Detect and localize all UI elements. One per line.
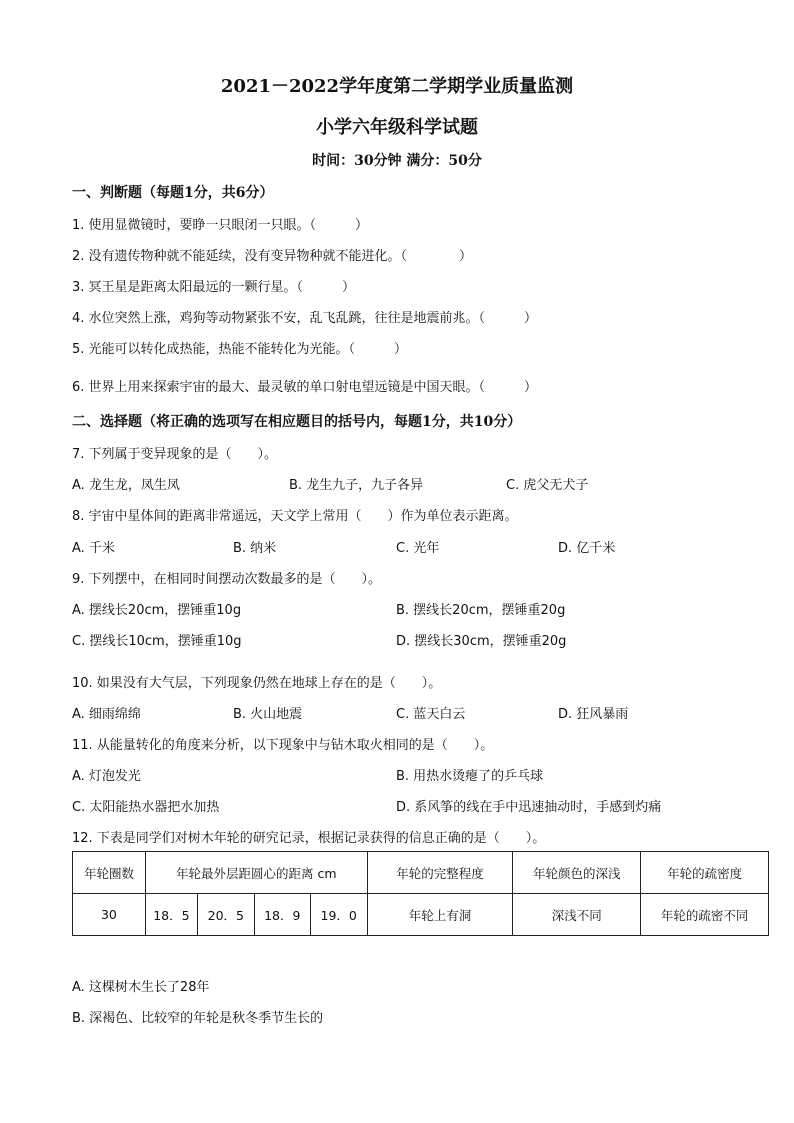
- section1-heading: 一、判断题（每题1分，共6分）: [72, 185, 274, 201]
- cell-density: 年轮的疏密不同: [641, 894, 769, 936]
- cell-integrity: 年轮上有洞: [367, 894, 513, 936]
- judgement-item-3: 3. 冥王星是距离太阳最远的一颗行星。（ ）: [72, 280, 356, 295]
- question-8-option-d: D. 亿千米: [558, 541, 616, 556]
- question-8-option-c: C. 光年: [396, 541, 440, 556]
- cell-ring-count: 30: [73, 894, 146, 936]
- question-8-stem: 8. 宇宙中星体间的距离非常遥远，天文学上常用（ ）作为单位表示距离。: [72, 509, 518, 524]
- header-color: 年轮颜色的深浅: [513, 852, 641, 894]
- judgement-item-4: 4. 水位突然上涨，鸡狗等动物紧张不安，乱飞乱跳，往往是地震前兆。（ ）: [72, 311, 538, 326]
- cell-distance-3: 18．9: [254, 894, 310, 936]
- question-9-option-a: A. 摆线长20cm，摆锤重10g: [72, 603, 242, 618]
- question-7-option-b: B. 龙生九子，九子各异: [289, 478, 424, 493]
- question-8-option-a: A. 千米: [72, 541, 115, 556]
- exam-title: 2021－2022学年度第二学期学业质量监测: [220, 76, 574, 97]
- header-ring-count: 年轮圈数: [73, 852, 146, 894]
- question-10-stem: 10. 如果没有大气层，下列现象仍然在地球上存在的是（ ）。: [72, 676, 442, 691]
- judgement-item-2: 2. 没有遗传物种就不能延续，没有变异物种就不能进化。（ ）: [72, 249, 473, 264]
- question-9-stem: 9. 下列摆中，在相同时间摆动次数最多的是（ ）。: [72, 572, 382, 587]
- question-11-option-c: C. 太阳能热水器把水加热: [72, 800, 220, 815]
- question-9-option-b: B. 摆线长20cm，摆锤重20g: [396, 603, 566, 618]
- exam-subtitle: 小学六年级科学试题: [316, 117, 478, 138]
- question-9-option-c: C. 摆线长10cm，摆锤重10g: [72, 634, 242, 649]
- question-10-option-b: B. 火山地震: [233, 707, 303, 722]
- question-10-option-a: A. 细雨绵绵: [72, 707, 141, 722]
- header-density: 年轮的疏密度: [641, 852, 769, 894]
- exam-info: 时间：30分钟 满分：50分: [312, 153, 482, 169]
- cell-color: 深浅不同: [513, 894, 641, 936]
- question-10-option-d: D. 狂风暴雨: [558, 707, 629, 722]
- question-9-option-d: D. 摆线长30cm，摆锤重20g: [396, 634, 567, 649]
- header-distance: 年轮最外层距圆心的距离 cm: [145, 852, 367, 894]
- cell-distance-4: 19．0: [310, 894, 367, 936]
- question-7-option-a: A. 龙生龙，凤生凤: [72, 478, 180, 493]
- cell-distance-2: 20．5: [197, 894, 254, 936]
- question-10-option-c: C. 蓝天白云: [396, 707, 466, 722]
- table-row: [73, 894, 769, 936]
- cell-distance-1: 18．5: [145, 894, 197, 936]
- question-12-stem: 12. 下表是同学们对树木年轮的研究记录，根据记录获得的信息正确的是（ ）。: [72, 831, 546, 846]
- question-11-option-b: B. 用热水烫瘪了的乒乓球: [396, 769, 544, 784]
- judgement-item-1: 1. 使用显微镜时，要睁一只眼闭一只眼。（ ）: [72, 218, 369, 233]
- section2-heading: 二、选择题（将正确的选项写在相应题目的括号内，每题1分，共10分）: [72, 414, 522, 430]
- question-8-option-b: B. 纳米: [233, 541, 277, 556]
- question-11-option-a: A. 灯泡发光: [72, 769, 141, 784]
- question-11-stem: 11. 从能量转化的角度来分析，以下现象中与钻木取火相同的是（ ）。: [72, 738, 494, 753]
- question-7-stem: 7. 下列属于变异现象的是（ ）。: [72, 447, 278, 462]
- judgement-item-6: 6. 世界上用来探索宇宙的最大、最灵敏的单口射电望远镜是中国天眼。（ ）: [72, 380, 538, 395]
- question-7-option-c: C. 虎父无犬子: [506, 478, 589, 493]
- table-header-row: [73, 852, 769, 894]
- tree-ring-table: [72, 851, 769, 936]
- header-integrity: 年轮的完整程度: [367, 852, 513, 894]
- question-12-option-b: B. 深褐色、比较窄的年轮是秋冬季节生长的: [72, 1011, 324, 1026]
- judgement-item-5: 5. 光能可以转化成热能，热能不能转化为光能。（ ）: [72, 342, 408, 357]
- question-12-option-a: A. 这棵树木生长了28年: [72, 980, 210, 995]
- question-11-option-d: D. 系风筝的线在手中迅速抽动时，手感到灼痛: [396, 800, 662, 815]
